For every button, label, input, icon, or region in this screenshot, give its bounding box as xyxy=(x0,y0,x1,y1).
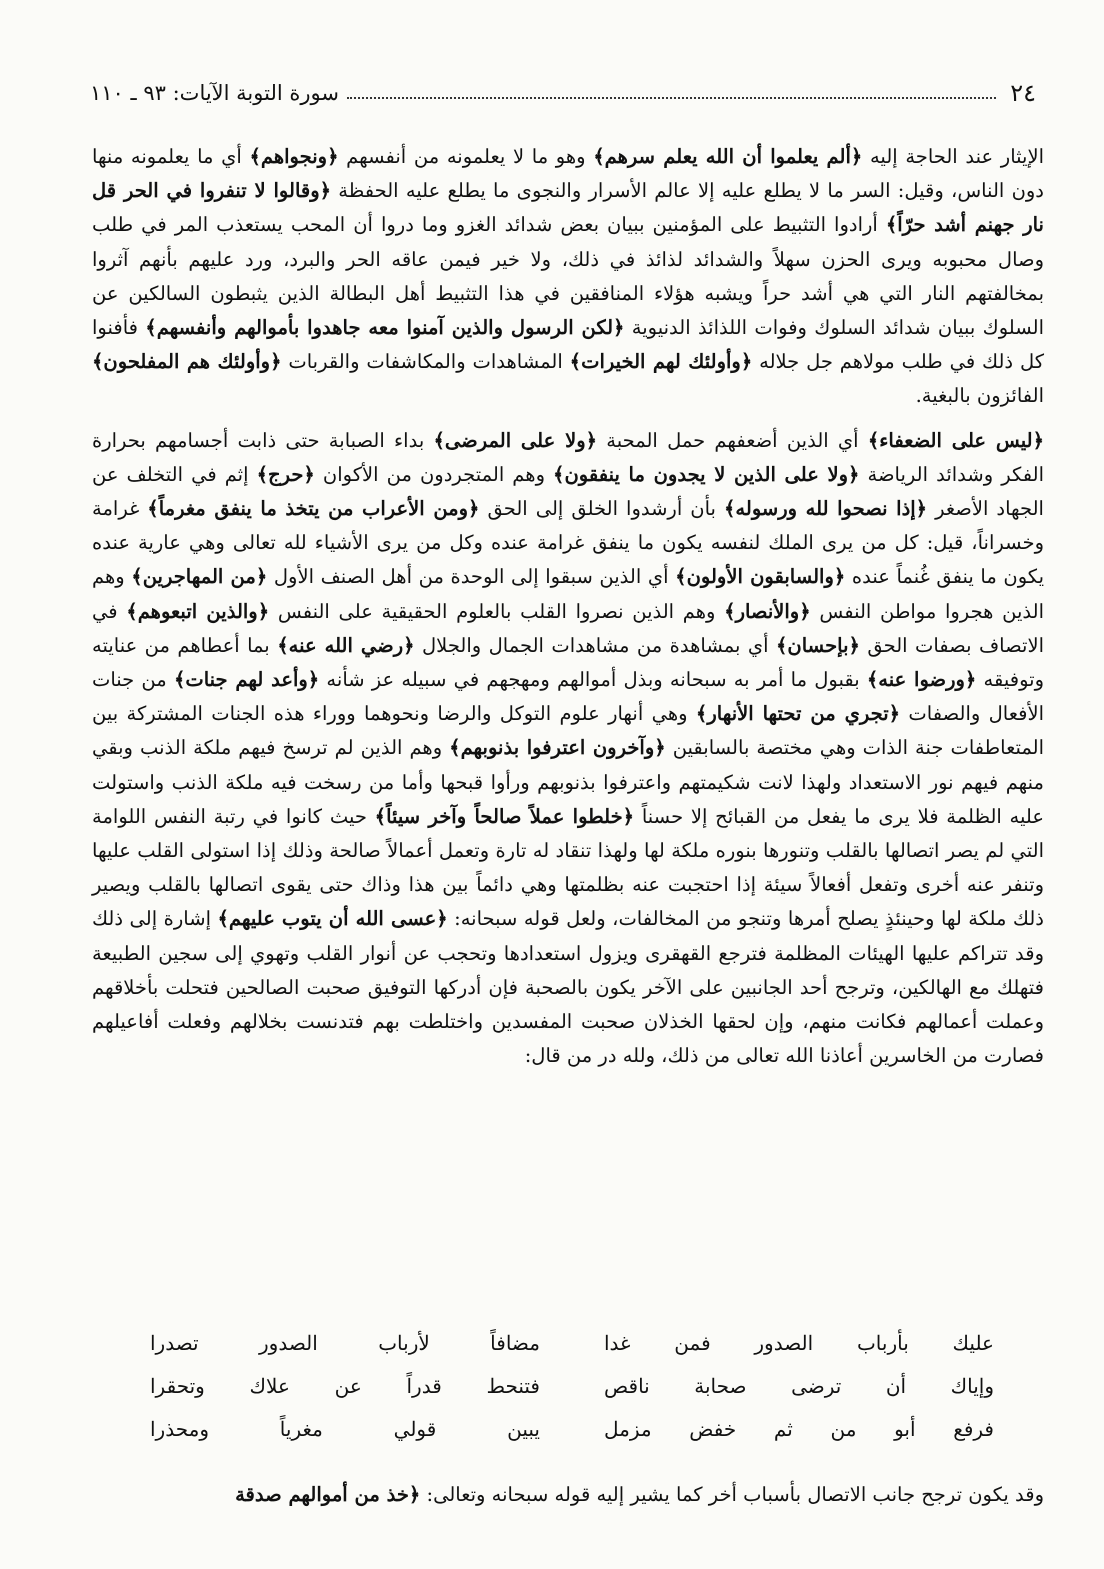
quran-quote: ﴿وأولئك هم المفلحون﴾ xyxy=(92,350,282,374)
text-run: فأفنوا كل ذلك في طلب مولاهم جل جلاله xyxy=(92,316,1045,374)
quran-quote: ﴿وأولئك لهم الخيرات﴾ xyxy=(569,350,753,374)
quran-quote: ﴿وقالوا لا تنفروا في الحر قل نار جهنم أشد حرّاً﴾ xyxy=(92,179,1044,237)
quran-quote: ﴿تجري من تحتها الأنهار﴾ xyxy=(695,702,901,726)
paragraph-1 xyxy=(92,140,1044,414)
text-run: المشاهدات والمكاشفات والقربات xyxy=(281,350,570,374)
quran-quote: ﴿وأعد لهم جنات﴾ xyxy=(173,668,320,692)
text-run: أي الذين سبقوا إلى الوحدة من أهل الصنف الأول xyxy=(267,565,676,589)
page-number: ٢٤ xyxy=(1010,79,1036,107)
quran-quote: ﴿ليس على الضعفاء﴾ xyxy=(867,428,1044,452)
quran-quote: ﴿ولا على المرضى﴾ xyxy=(433,428,598,452)
quran-quote: ﴿من المهاجرين﴾ xyxy=(131,565,268,589)
poem-hemistich-left: يبين قولي مغرياً ومحذرا xyxy=(150,1417,540,1441)
last-line xyxy=(100,1478,1044,1512)
poem-verse xyxy=(150,1322,994,1365)
quran-quote: ﴿وآخرون اعترفوا بذنوبهم﴾ xyxy=(449,736,666,760)
quran-quote: ﴿ومن الأعراب من يتخذ ما ينفق مغرماً﴾ xyxy=(147,497,480,521)
text-run: حيث كانوا في رتبة النفس اللوامة التي لم يصر اتصالها بالقلب وتنورها بنوره ملكة لها ولهذا تنقاد له تارة وتعمل أعمالاً صالحة وذلك إذا استولى القلب عليها وتنفر عنه أخرى وتفعل أفعالاً سيئة إذا احتجبت عنه بظلمتها وهي دائماً بين هذا وذاك حتى يقوى اتصالها بالقلب ويصير ذلك ملكة لها وحينئذٍ يصلح أمرها وتنجو من المخالفات، ولعل قوله سبحانه: xyxy=(92,804,1044,931)
text-run: الإيثار عند الحاجة إليه xyxy=(862,145,1044,168)
poem-hemistich-left: فتنحط قدراً عن علاك وتحقرا xyxy=(150,1374,540,1398)
poem-verse xyxy=(150,1365,994,1408)
text-run: وهم المتجردون من الأكوان xyxy=(314,462,554,486)
text-run: وقد يكون ترجح جانب الاتصال بأسباب أخر كما يشير إليه قوله سبحانه وتعالى: xyxy=(420,1483,1044,1506)
quran-quote: ﴿إذا نصحوا لله ورسوله﴾ xyxy=(724,497,928,521)
quran-quote: ﴿لكن الرسول والذين آمنوا معه جاهدوا بأموالهم وأنفسهم﴾ xyxy=(145,316,625,340)
text-run: وهم الذين لم ترسخ فيهم ملكة الذنب وبقي منهم فيهم نور الاستعداد ولهذا لانت شكيمتهم واعترفوا بذنوبهم ورأوا قبحها وأما من رسخت فيه ملكة الذنب واستولت عليه الظلمة فلا يرى ما يفعل من القبائح إلا حسناً xyxy=(92,736,1044,828)
quran-quote: ﴿ورضوا عنه﴾ xyxy=(866,668,977,692)
text-run: بأن أرشدوا الخلق إلى الحق xyxy=(479,497,724,521)
poem-hemistich-right: فرفع أبو من ثم خفض مزمل xyxy=(604,1417,994,1441)
quran-quote: ﴿ألم يعلموا أن الله يعلم سرهم﴾ xyxy=(593,145,863,168)
text-run: بداء الصبابة حتى ذابت أجسامهم بحرارة الفكر وشدائد الرياضة xyxy=(92,428,1044,486)
text-run: وهم الذين هجروا مواطن النفس xyxy=(92,565,1044,623)
text-run: الفائزون بالبغية. xyxy=(915,384,1044,408)
quran-quote: ﴿بإحسان﴾ xyxy=(775,633,860,657)
text-run: من جنات الأفعال والصفات xyxy=(92,668,1045,726)
quran-quote: ﴿خلطوا عملاً صالحاً وآخر سيئاً﴾ xyxy=(374,804,635,828)
quran-quote: ﴿حرج﴾ xyxy=(256,462,315,486)
paragraph-2 xyxy=(92,424,1044,1074)
quran-quote: ﴿ولا على الذين لا يجدون ما ينفقون﴾ xyxy=(553,462,860,486)
quran-quote: ﴿عسى الله أن يتوب عليهم﴾ xyxy=(217,907,448,931)
text-run: بقبول ما أمر به سبحانه وبذل أموالهم ومهجهم في سبيله عز شأنه xyxy=(319,668,867,692)
poem-hemistich-right: عليك بأرباب الصدور فمن غدا xyxy=(604,1331,994,1355)
quran-quote: ﴿خذ من أموالهم صدقة xyxy=(235,1483,421,1506)
text-run: غرامة وخسراناً، قيل: كل من يرى الملك لنفسه يكون ما ينفق غرامة عنده وكل من يرى الأشياء لله تعالى وهي عارية عنده يكون ما ينفق غُنماً عنده xyxy=(92,497,1044,589)
quran-quote: ﴿والذين اتبعوهم﴾ xyxy=(126,599,270,623)
text-run: إشارة إلى ذلك وقد تتراكم عليها الهيئات المظلمة فترجع القهقرى ويزول استعدادها وتحجب عن أنوار القلب وتهوي إلى سجين الطبيعة فتهلك مع الهالكين، وترجح أحد الجانبين على الآخر يكون بالصحبة فإن أدركها التوفيق صحبت الصالحين فتحلت بأخلاقهم وعملت أعمالهم فكانت منهم، وإن لحقها الخذلان صحبت المفسدين واختلطت بهم فتدنست بخلالهم وفعلت أفاعيلهم فصارت من الخاسرين أعاذنا الله تعالى من ذلك، ولله در من قال: xyxy=(92,907,1044,1068)
body-text xyxy=(92,140,1044,1073)
poem xyxy=(150,1322,994,1451)
header-dot-leader xyxy=(347,85,996,99)
text-run: أي ما يعلمونه منها دون الناس، وقيل: السر ما لا يطلع عليه إلا عالم الأسرار والنجوى ما يطلع عليه الحفظة xyxy=(92,145,1044,203)
text-run: وهو ما لا يعلمونه من أنفسهم xyxy=(338,145,594,168)
text-run: أي بمشاهدة من مشاهدات الجمال والجلال xyxy=(414,633,776,657)
running-header xyxy=(90,78,1036,108)
text-run: إثم في التخلف عن الجهاد الأصغر xyxy=(92,462,1044,521)
poem-hemistich-right: وإياك أن ترضى صحابة ناقص xyxy=(604,1374,994,1398)
quran-quote: ﴿رضي الله عنه﴾ xyxy=(277,633,415,657)
text-run: أي الذين أضعفهم حمل المحبة xyxy=(597,428,868,452)
text-run: في الاتصاف بصفات الحق xyxy=(92,599,1044,657)
poem-verse xyxy=(150,1408,994,1451)
text-run: وهي أنهار علوم التوكل والرضا ونحوهما ووراء هذه الجنات المشتركة بين المتعاطفات جنة الذات وهي مختصة بالسابقين xyxy=(92,702,1045,760)
quran-quote: ﴿والأنصار﴾ xyxy=(724,599,811,623)
quran-quote: ﴿والسابقون الأولون﴾ xyxy=(675,565,846,589)
text-run: بما أعطاهم من عنايته وتوفيقه xyxy=(92,633,1044,692)
quran-quote: ﴿ونجواهم﴾ xyxy=(249,145,339,168)
header-title: سورة التوبة الآيات: ٩٣ ـ ١١٠ xyxy=(90,81,339,105)
poem-hemistich-left: مضافاً لأرباب الصدور تصدرا xyxy=(150,1331,540,1355)
text-run: وهم الذين نصروا القلب بالعلوم الحقيقية على النفس xyxy=(269,599,725,623)
text-run: أرادوا التثبيط على المؤمنين ببيان بعض شدائد الغزو وما دروا أن المحب يستعذب المر في طلب وصال محبوبه ويرى الحزن سهلاً والشدائد لذائذ في ذلك، ولا خير فيمن عاقه الحر والبرد، ورد عليهم بأنهم آثروا بمخالفتهم النار التي هي أشد حراً ويشبه هؤلاء المنافقين في هذا التثبيط أهل البطالة الذين يثبطون السالكين عن السلوك ببيان شدائد السلوك وفوات اللذائذ الدنيوية xyxy=(92,213,1044,340)
